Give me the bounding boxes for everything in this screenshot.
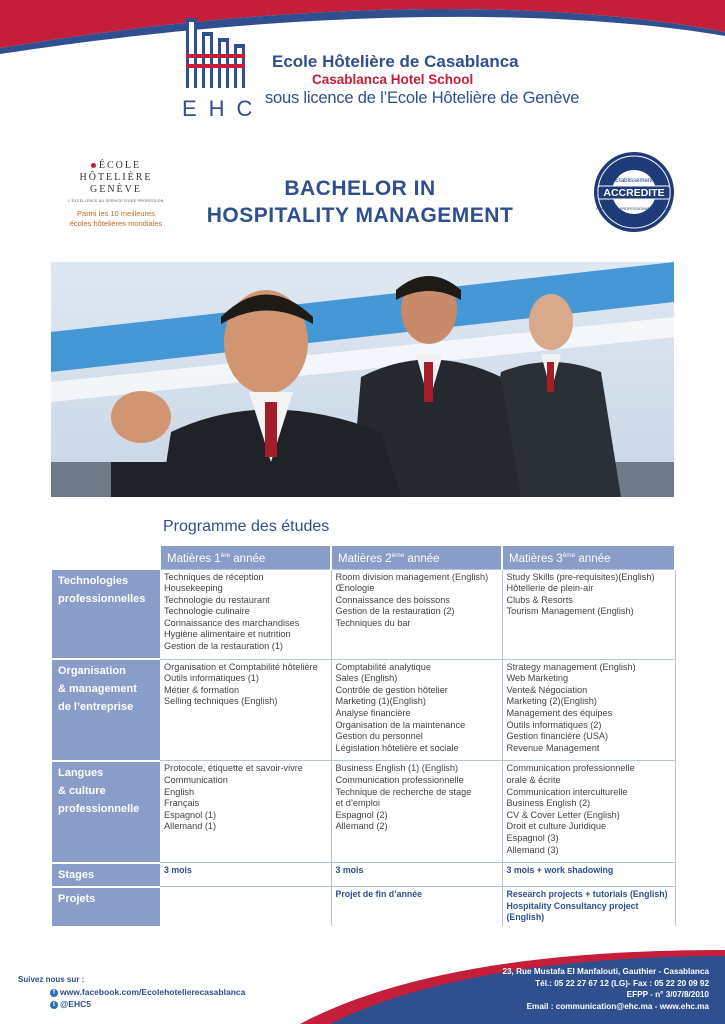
header-year-3-suffix: année (575, 552, 611, 565)
address-line: 23, Rue Mustafa El Manfalouti, Gauthier - Casablanca (502, 967, 709, 976)
subject-item: Métier & formation (164, 684, 240, 695)
subject-item: et d’emploi (335, 798, 380, 809)
subject-item: Gestion de la restauration (1) (164, 641, 283, 652)
category-line: Technologies (58, 575, 129, 587)
geneve-dot-icon (91, 163, 96, 168)
category-line: Organisation (58, 665, 126, 678)
subject-item: Espagnol (3) (506, 832, 559, 843)
subject-item: Communication interculturelle (506, 786, 628, 797)
subject-item: orale & écrite (506, 775, 561, 785)
geneve-line-1: ÉCOLE (98, 160, 142, 171)
subject-item: Protocole, étiquette et savoir-vivre (164, 763, 303, 774)
projets-y3 (502, 887, 675, 926)
project-item: Hospitality Consultancy project (English) (506, 900, 639, 923)
table-row-stages (52, 863, 675, 887)
cell-y2 (331, 659, 502, 761)
stages-y3: 3 mois + work shadowing (502, 863, 675, 887)
projets-y2: Projet de fin d’année (331, 887, 502, 926)
header-year-3 (502, 546, 675, 569)
subject-item: English (164, 786, 195, 797)
cell-y1 (160, 659, 331, 761)
subject-item: Contrôle de gestion hôtelier (335, 684, 448, 695)
subject-item: Vente& Négociation (506, 684, 588, 695)
badge-top-text: Etablissement (615, 178, 653, 184)
title-line-1: BACHELOR IN (284, 177, 436, 200)
subject-item: Technique de recherche de stage (335, 786, 472, 797)
subject-item: Analyse financière (335, 708, 411, 719)
subject-item: Technologie culinaire (164, 606, 250, 617)
subject-item: Espagnol (1) (164, 809, 217, 820)
table-row-projets (52, 887, 675, 926)
header-year-2-base: Matières 2 (338, 552, 392, 565)
subject-item: Allemand (1) (164, 821, 217, 832)
twitter-icon: t (50, 1001, 58, 1009)
row-category (52, 659, 160, 761)
page-title (180, 175, 540, 229)
subject-item: Connaissance des boissons (335, 594, 450, 605)
school-name: Ecole Hôtelière de Casablanca (272, 52, 519, 71)
title-line-2: HOSPITALITY MANAGEMENT (206, 204, 514, 227)
badge-text: ACCREDITE (603, 187, 665, 199)
subject-item: Hôtellerie de plein-air (506, 583, 594, 594)
subject-item: Selling techniques (English) (164, 696, 278, 707)
efpp-line: EFPP - n° 3/07/8/2010 (626, 990, 709, 999)
subject-item: Espagnol (2) (335, 809, 388, 820)
programme-title: Programme des études (163, 518, 330, 535)
geneve-line-3: GENÈVE (90, 184, 142, 195)
header-year-3-base: Matières 3 (509, 552, 563, 565)
licence-text: sous licence de l’Ecole Hôtelière de Genève (265, 89, 580, 107)
row-category: Projets (52, 887, 160, 926)
subject-item: Management des équipes (506, 708, 613, 719)
subject-item: Hygiène alimentaire et nutrition (164, 629, 291, 640)
subject-item: Outils informatiques (2) (506, 719, 602, 730)
subject-item: CV & Cover Letter (English) (506, 809, 620, 820)
facebook-url: www.facebook.com/Ecolehotelierecasablanca (60, 987, 246, 997)
header-year-2 (331, 546, 502, 569)
twitter-handle: @EHC5 (60, 999, 91, 1009)
subject-item: Marketing (2)(English) (506, 696, 597, 707)
subject-item: Gestion de la restauration (2) (335, 606, 455, 617)
subject-item: Œnologie (335, 583, 375, 594)
geneve-logo (56, 160, 176, 229)
category-line: professionnelle (58, 802, 140, 815)
subject-item: Outils informatiques (1) (164, 673, 259, 684)
header-year-1-base: Matières 1 (167, 552, 221, 565)
subject-item: Gestion financière (USA) (506, 731, 609, 742)
table-row (52, 569, 675, 659)
category-line: professionnelles (58, 593, 146, 605)
geneve-line-2: HÔTELIÈRE (79, 172, 153, 183)
subject-item: Français (164, 798, 200, 809)
subject-item: Housekeeping (164, 583, 223, 594)
subject-item: Communication professionnelle (506, 763, 635, 774)
subject-item: Clubs & Resorts (506, 594, 573, 605)
programme-table-body (52, 569, 675, 926)
geneve-tagline: L'EXCELLENCE AU SERVICE D'UNE PROFESSION (68, 199, 164, 203)
subject-item: Droit et culture Juridique (506, 821, 607, 832)
contact-address (502, 966, 709, 1012)
email-line[interactable]: Email : communication@ehc.ma - www.ehc.ma (526, 1001, 709, 1011)
cell-y2 (331, 761, 502, 863)
geneve-note-2: écoles hôtelières mondiales (69, 219, 163, 228)
subject-item: Techniques du bar (335, 617, 411, 628)
cell-y2 (331, 569, 502, 659)
subject-item: Communication professionnelle (335, 775, 464, 785)
subject-item: Organisation et Comptabilité hôtelière (164, 661, 318, 672)
subject-item: Business English (2) (506, 798, 591, 809)
subject-item: Marketing (1)(English) (335, 696, 426, 707)
header-year-1-sup: ère (220, 551, 231, 559)
cell-y1 (160, 569, 331, 659)
subject-item: Revenue Management (506, 742, 600, 753)
geneve-note-1: Parmi les 10 meilleures (77, 209, 155, 218)
header-year-3-sup: ème (562, 551, 576, 559)
subject-item: Législation hôtelière et sociale (335, 742, 459, 753)
row-category: Stages (52, 863, 160, 887)
row-category (52, 569, 160, 659)
programme-table (52, 546, 676, 926)
subject-item: Web Marketing (506, 673, 569, 684)
subject-item: Study Skills (pre-requisites)(English) (506, 571, 655, 582)
cell-y3 (502, 761, 675, 863)
students-photo (51, 262, 674, 497)
cell-y3 (502, 569, 675, 659)
projets-y1 (160, 887, 331, 926)
category-line: de l’entreprise (58, 701, 134, 714)
subject-item: Techniques de réception (164, 571, 264, 582)
subject-item: Communication (164, 775, 228, 785)
badge-bottom-text: FORMATION PROFESSIONNELLE PRIVÉE (596, 207, 672, 211)
follow-us-label: Suivez nous sur : (18, 975, 85, 984)
header-year-1-suffix: année (230, 552, 266, 565)
row-category (52, 761, 160, 863)
header-swoosh (0, 0, 725, 60)
cell-y1 (160, 761, 331, 863)
stages-y1: 3 mois (160, 863, 331, 887)
phone-line: Tél.: 05 22 27 67 12 (LG)- Fax : 05 22 20 09 92 (535, 978, 709, 988)
cell-y3 (502, 659, 675, 761)
subject-item: Allemand (2) (335, 821, 388, 832)
subject-item: Comptabilité analytique (335, 661, 432, 672)
header-year-2-suffix: année (404, 552, 440, 565)
subject-item: Strategy management (English) (506, 661, 636, 672)
subject-item: Connaissance des marchandises (164, 617, 300, 628)
subject-item: Technologie du restaurant (164, 594, 270, 605)
stages-y2: 3 mois (331, 863, 502, 887)
twitter-link[interactable] (50, 999, 91, 1009)
ehc-logo-letters: EHC (182, 96, 265, 121)
table-header-row (52, 546, 675, 569)
category-line: & management (58, 683, 137, 696)
subject-item: Gestion du personnel (335, 731, 423, 742)
school-name-english: Casablanca Hotel School (312, 72, 474, 87)
table-row (52, 761, 675, 863)
accreditation-badge (592, 150, 676, 234)
category-line: & culture (58, 784, 106, 797)
project-item: Research projects + tutorials (English) (506, 889, 668, 900)
subject-item: Business English (1) (English) (335, 763, 459, 774)
header-year-2-sup: ème (391, 551, 405, 559)
table-row (52, 659, 675, 761)
facebook-link[interactable] (50, 987, 245, 997)
subject-item: Tourism Management (English) (506, 606, 634, 617)
subject-item: Allemand (3) (506, 844, 559, 855)
header-year-1 (160, 546, 331, 569)
subject-item: Organisation de la maintenance (335, 719, 466, 730)
category-line: Langues (58, 766, 104, 779)
subject-item: Room division management (English) (335, 571, 489, 582)
subject-item: Sales (English) (335, 673, 398, 684)
facebook-icon: f (50, 989, 58, 997)
table-header-empty (52, 546, 160, 569)
